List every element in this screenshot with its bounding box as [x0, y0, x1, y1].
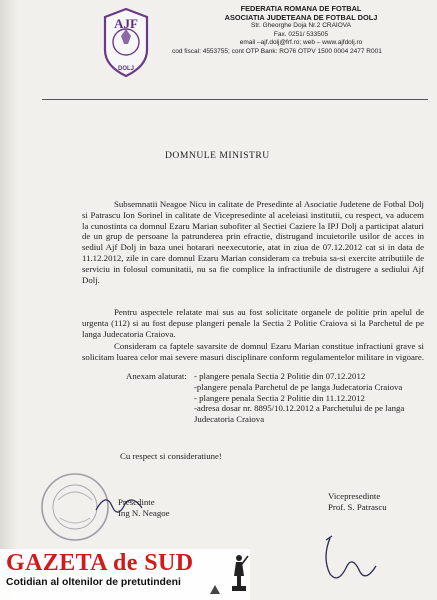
page-fold-shadow	[0, 0, 18, 600]
svg-text:AJF: AJF	[114, 16, 138, 31]
president-name: Ing N. Neagoe	[118, 507, 170, 518]
paragraph-3	[82, 341, 424, 363]
letterhead	[170, 4, 432, 56]
signature-left	[118, 497, 170, 518]
fax-line: Fax. 0251/ 533505	[273, 30, 329, 38]
signature-right	[328, 491, 387, 512]
newspaper-title: GAZETA de SUD	[6, 550, 194, 576]
statue-base-icon	[208, 583, 222, 595]
paragraph-1-text: Subsemnatii Neagoe Nicu in calitate de Presedinte al Asociatie Judetene de Fotbal Dolj si Patrascu Ion Sorinel in calitate de Vicepresedinte al aceleiasi institutii, cu respect, va aducem la cunostinta ca domnul Ezaru Marian subofiter al Sectiei Caziere la IPJ Dolj a participat alaturi de un grup de persoane la patrunderea prin efractie, distrugand incuietorile usilor de acces in sediul Ajf Dolj in baza unei hotarari neexecutorie, atat in ziua de 07.12.2012 cat si in data de 11.12.2012, zile in care domnul Ezaru Marian consideram ca trebuia sa-si exercite atributiile de serviciu in folosul comunitatii, nu sa fie complice la infractiunile de distrugere a sediului Ajf Dolj.	[82, 199, 424, 285]
statue-icon	[228, 552, 250, 592]
vicepresident-name: Prof. S. Patrascu	[328, 501, 387, 512]
annex-block	[126, 371, 426, 425]
paragraph-3-text: Consideram ca faptele savarsite de domnul Ezaru Marian constitue infractiuni grave si solicitam luarea celor mai severe masuri disciplinare conform regulamentelor militare in vigoare.	[82, 341, 424, 362]
annex-list	[194, 371, 426, 425]
vicepresident-signature	[316, 528, 396, 588]
president-title: Presedinte	[118, 497, 155, 507]
svg-text:DOLJ: DOLJ	[117, 66, 135, 72]
annex-item: - plangere penala Sectia 2 Politie din 07.12.2012	[194, 371, 366, 381]
paragraph-1	[82, 199, 424, 285]
annex-item: - plangere penala Sectia 2 Politie din 11.12.2012	[194, 392, 365, 403]
association-name: ASOCIATIA JUDETEANA DE FOTBAL DOLJ	[224, 13, 378, 22]
annex-label: Anexam alaturat:	[126, 371, 187, 381]
vicepresident-title: Vicepresedinte	[328, 491, 381, 501]
address-line: Str. Gheorghe Doja Nr.2 CRAIOVA	[251, 22, 351, 29]
paragraph-2-text: Pentru aspectele relatate mai sus au fost solicitate organele de politie prin apelul de urgenta (112) si au fost depuse plangeri penale la Sectia 2 Politie Craiova si la Parchetul de pe langa Judecatoria Craiova.	[82, 307, 424, 339]
federation-name: FEDERATIA ROMANA DE FOTBAL	[240, 4, 362, 13]
fiscal-bank-line: cod fiscal: 4553755; cont OTP Bank: RO76 OTPV 1500 0004 2477 R001	[172, 47, 382, 55]
annex-item: -adresa dosar nr. 8895/10.12.2012 a Parchetului de pe langa Judecatoria Craiova	[194, 403, 405, 425]
ajf-dolj-logo	[100, 6, 152, 78]
email-web-line: email –ajf.dolj@frf.ro; web – www.ajfdolj.ro	[239, 39, 363, 47]
annex-item: -plangere penala Parchetul de pe langa Judecatoria Craiova	[194, 381, 403, 392]
newspaper-subtitle: Cotidian al oltenilor de pretutindeni	[6, 577, 181, 588]
addressee: DOMNULE MINISTRU	[165, 150, 270, 161]
paragraph-2	[82, 307, 424, 339]
closing-line: Cu respect si consideratiune!	[120, 451, 222, 461]
header-divider	[42, 99, 428, 100]
